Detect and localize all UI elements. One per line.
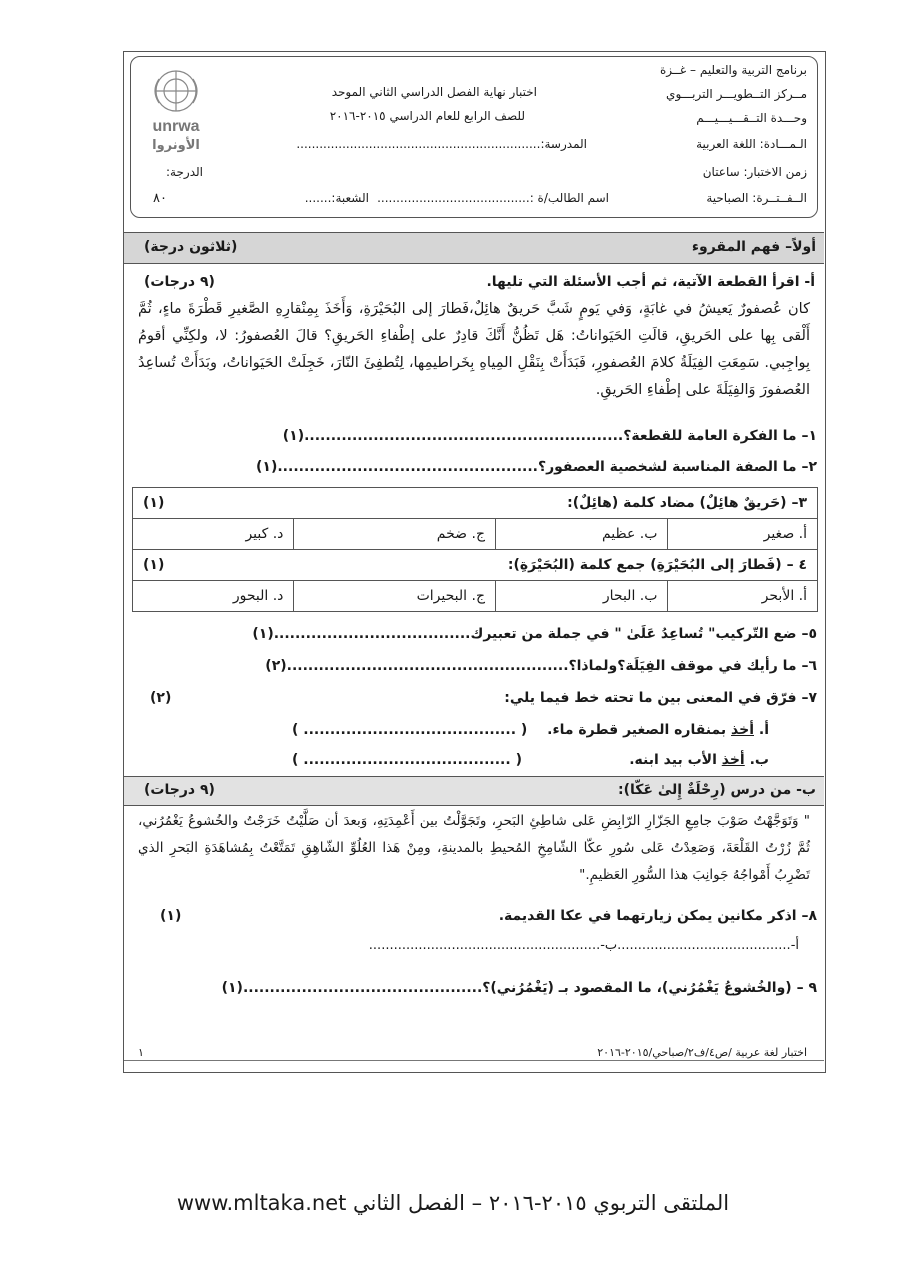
- underlined-word: أخذ: [731, 722, 754, 738]
- part-b-marks: (٩ درجات): [144, 782, 215, 798]
- question-6: ٦– ما رأيك في موقف الفِيَلَة؟ولماذا؟.....................................................(٢): [265, 658, 817, 674]
- item-prefix: أ.: [758, 722, 769, 738]
- question-3-table: [132, 487, 818, 612]
- option-a[interactable]: أ. صغير: [668, 519, 818, 550]
- part-b-title: ب- من درس (رِحْلَةٌ إِلىٰ عَكّا):: [617, 782, 816, 798]
- part-b-passage: " وَتَوَجَّهْتُ صَوْبَ جامِعِ الجَزّارِ الرّابِضِ عَلى شاطِئِ البَحرِ، وتَجَوَّلْتُ بين أَعْمِدَتِهِ، وَبعدَ أن صَلَّيْتُ خَرَجْتُ والخُشوعُ يَغْمُرُني، ثُمَّ زُرْتُ القَلْعَةَ، وَصَعِدْتُ عَلى سُورِ عكّا الشّامِخِ المُحيطِ بالمدينةِ، ومِنْ هَذا العُلُوِّ الشّاهِقِ تَمَتَّعْتُ بِمُشاهَدَةِ البَحرِ الذي تَضْرِبُ أَمْواجُهُ جَوانِبَ هذا السُّورِ العَظيمِ.": [138, 813, 810, 883]
- section-bar-part-b: [124, 776, 824, 806]
- exam-time: زمن الاختبار: ساعتان: [702, 165, 807, 179]
- total-marks: ٨٠: [153, 191, 167, 206]
- answer-blank-7b[interactable]: ( ....................................... ): [292, 752, 522, 768]
- option-d[interactable]: د. كبير: [133, 519, 294, 550]
- question-9: ٩ – (والخُشوعُ يَغْمُرُني)، ما المقصود بـ (يَغْمُرُني)؟.............................................(١): [221, 980, 817, 996]
- reading-passage: كان عُصفورٌ يَعيشُ في غابَةٍ، وَفي يَومٍ شَبَّ حَريقٌ هائِلٌ،فَطارَ إلى البُحَيْرَةِ، وَأَخَذَ بِمِنْقارِهِ الصَّغيرِ قَطْرَةَ ماءٍ، ثُمَّ أَلْقى بِها على الحَريقِ، قالَتِ الحَيَواناتُ: هَل تَظُنُّ أَنَّكَ قادِرٌ على إطْفاءِ الحَريقِ؟ قالَ العُصفورُ: لا، ولكِنِّي أقومُ بِواجِبي. سَمِعَتِ الفِيَلَةُ كلامَ العُصفورِ، فَبَدَأَتْ بِنَقْلِ المِياهِ بِخَراطيمِها، لِتُطفِئَ النّارَ، خَجِلَتْ الحَيَواناتُ، وبَدَأَتْ تُساعِدُ العُصفورَ وَالفِيَلَةَ على إطْفاءِ الحَريقِ.: [138, 301, 810, 398]
- question-7b: [629, 752, 769, 768]
- option-c[interactable]: ج. البحيرات: [294, 581, 496, 612]
- answer-blank-7a[interactable]: ( ........................................ ): [292, 722, 528, 738]
- question-7: ٧– فرّق في المعنى بين ما تحته خط فيما يلي:: [504, 690, 817, 706]
- question-3-mark: (١): [143, 495, 165, 511]
- question-7a: [547, 722, 769, 738]
- question-8: ٨– اذكر مكانين يمكن زيارتهما في عكا القديمة.: [498, 908, 817, 924]
- part-a-instruction: أ- اقرأ القطعة الآتية، ثم أجب الأسئلة التي تليها.: [486, 274, 815, 290]
- page-number: ١: [138, 1046, 144, 1059]
- section-title: أولاً– فهم المقروء: [691, 239, 816, 255]
- question-8-mark: (١): [160, 908, 182, 924]
- exam-title: اختبار نهاية الفصل الدراسي الثاني الموحد: [331, 85, 537, 99]
- exam-code: اختبار لغة عربية /ص٤/ف٢/صباحي/٢٠١٥-٢٠١٦: [597, 1046, 807, 1059]
- answer-blanks-8[interactable]: أ-..........................................ب-........................................................: [368, 938, 799, 953]
- question-3-row: [133, 488, 818, 519]
- student-name-field: اسم الطالب/ة :........................................: [377, 191, 609, 205]
- footer-divider: [124, 1060, 824, 1061]
- item-rest: الأب بيد ابنه.: [629, 752, 717, 768]
- grade-label: الدرجة:: [166, 165, 203, 179]
- subject: الـمـــادة: اللغة العربية: [696, 137, 807, 151]
- question-7-mark: (٢): [150, 690, 172, 706]
- center-name: مــركز التــطويـــر التربـــوي: [666, 87, 807, 101]
- program-name: برنامج التربية والتعليم – غــزة: [659, 63, 807, 77]
- unrwa-logo: [139, 65, 213, 157]
- section-bar-reading: [124, 232, 824, 264]
- section-marks: (ثلاثون درجة): [144, 239, 238, 255]
- part-a-marks: (٩ درجات): [144, 274, 215, 290]
- question-1: ١– ما الفكرة العامة للقطعة؟............................................................(١): [282, 428, 817, 444]
- underlined-word: أخذ: [721, 752, 745, 768]
- question-4-text: ٤ – (فَطارَ إلى البُحَيْرَةِ) جمع كلمة (البُحَيْرَةِ):: [507, 557, 807, 573]
- question-4-row: [133, 550, 818, 581]
- item-prefix: ب.: [749, 752, 769, 768]
- svg-text:unrwa: unrwa: [152, 118, 200, 135]
- option-c[interactable]: ج. ضخم: [294, 519, 496, 550]
- grade-year: للصف الرابع للعام الدراسي ٢٠١٥-٢٠١٦: [329, 109, 525, 123]
- svg-text:الأونروا: الأونروا: [152, 138, 200, 153]
- option-b[interactable]: ب. البحار: [495, 581, 667, 612]
- option-b[interactable]: ب. عظيم: [495, 519, 667, 550]
- question-4-mark: (١): [143, 557, 165, 573]
- unit-name: وحـــدة التــقـــيـــيـــم: [696, 111, 807, 125]
- question-5: ٥– ضع التّركيب" تُساعِدُ عَلَىٰ " في جملة من تعبيرك.....................................(١): [252, 626, 817, 642]
- option-d[interactable]: د. البحور: [133, 581, 294, 612]
- exam-sheet: [123, 51, 826, 1073]
- section-field: الشعبة:.......: [304, 191, 369, 205]
- option-a[interactable]: أ. الأبحر: [668, 581, 818, 612]
- website-footer: الملتقى التربوي ٢٠١٥-٢٠١٦ – الفصل الثاني www.mltaka.net: [176, 1191, 730, 1215]
- exam-period: الــفــتــرة: الصباحية: [706, 191, 807, 205]
- question-3-text: ٣– (حَريقٌ هائِلٌ) مضاد كلمة (هائِلٌ):: [567, 495, 807, 511]
- item-rest: بمنقاره الصغير قطرة ماء.: [547, 722, 727, 738]
- question-2: ٢– ما الصفة المناسبة لشخصية العصفور؟.................................................(١): [256, 459, 817, 475]
- school-field: المدرسة:................................................................: [296, 137, 587, 151]
- exam-header: [130, 56, 818, 218]
